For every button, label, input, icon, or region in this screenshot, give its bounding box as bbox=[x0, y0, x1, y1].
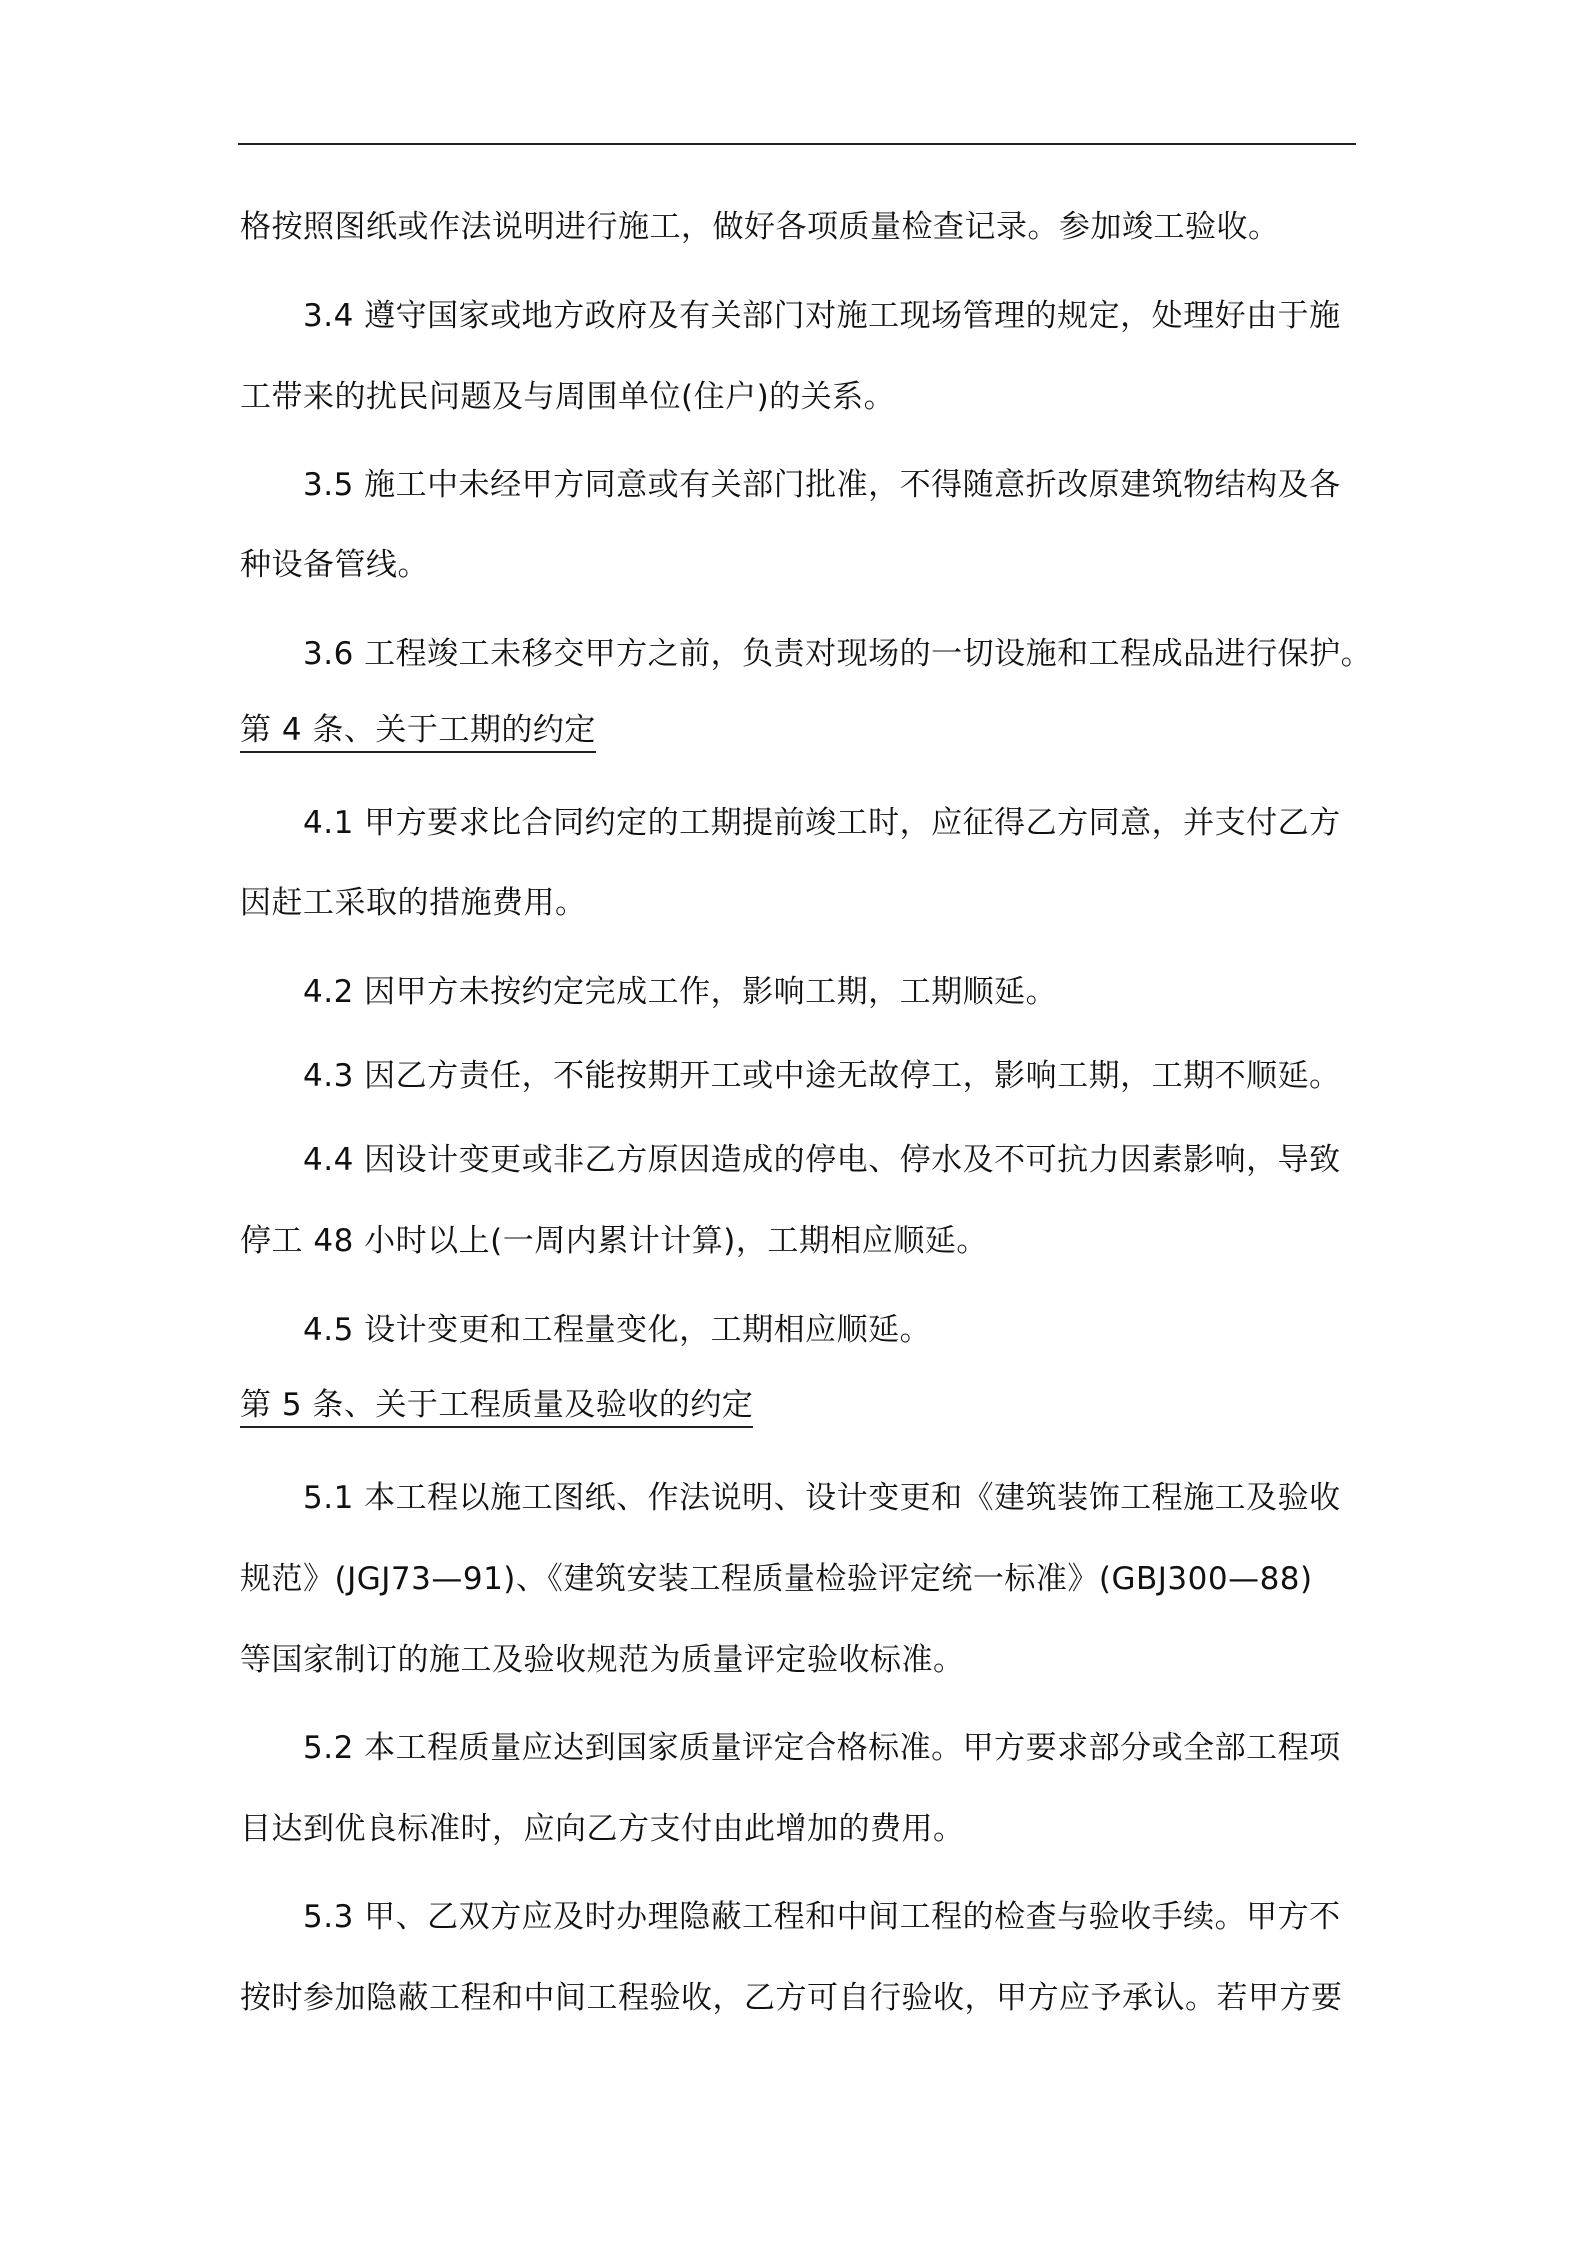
text-line: 种设备管线。 bbox=[240, 547, 429, 583]
text-line: 因赶工采取的措施费用。 bbox=[240, 885, 587, 921]
text-line: 按时参加隐蔽工程和中间工程验收，乙方可自行验收，甲方应予承认。若甲方要 bbox=[240, 1980, 1343, 2016]
clause-4-1-line: 4.1 甲方要求比合同约定的工期提前竣工时，应征得乙方同意，并支付乙方 bbox=[303, 805, 1341, 841]
text-line: 格按照图纸或作法说明进行施工，做好各项质量检查记录。参加竣工验收。 bbox=[240, 209, 1280, 245]
clause-5-3-line: 5.3 甲、乙双方应及时办理隐蔽工程和中间工程的检查与验收手续。甲方不 bbox=[303, 1899, 1341, 1935]
text-line: 停工 48 小时以上(一周内累计计算)，工期相应顺延。 bbox=[240, 1223, 988, 1259]
clause-4-4-line: 4.4 因设计变更或非乙方原因造成的停电、停水及不可抗力因素影响，导致 bbox=[303, 1142, 1341, 1178]
clause-3-6-line: 3.6 工程竣工未移交甲方之前，负责对现场的一切设施和工程成品进行保护。 bbox=[303, 636, 1373, 672]
section-5-heading bbox=[240, 1385, 753, 1428]
section-4-heading bbox=[240, 710, 596, 753]
clause-5-1-line: 5.1 本工程以施工图纸、作法说明、设计变更和《建筑装饰工程施工及验收 bbox=[303, 1480, 1341, 1516]
clause-3-4-line: 3.4 遵守国家或地方政府及有关部门对施工现场管理的规定，处理好由于施 bbox=[303, 298, 1341, 334]
clause-5-2-line: 5.2 本工程质量应达到国家质量评定合格标准。甲方要求部分或全部工程项 bbox=[303, 1730, 1341, 1766]
text-line: 目达到优良标准时，应向乙方支付由此增加的费用。 bbox=[240, 1811, 965, 1847]
text-line: 等国家制订的施工及验收规范为质量评定验收标准。 bbox=[240, 1642, 965, 1678]
text-line: 工带来的扰民问题及与周围单位(住户)的关系。 bbox=[240, 379, 896, 415]
clause-4-5-line: 4.5 设计变更和工程量变化，工期相应顺延。 bbox=[303, 1312, 932, 1348]
clause-3-5-line: 3.5 施工中未经甲方同意或有关部门批准，不得随意折改原建筑物结构及各 bbox=[303, 467, 1341, 503]
clause-4-3-line: 4.3 因乙方责任，不能按期开工或中途无故停工，影响工期，工期不顺延。 bbox=[303, 1058, 1341, 1094]
text-line: 规范》(JGJ73—91)、《建筑安装工程质量检验评定统一标准》(GBJ300—88) bbox=[240, 1561, 1313, 1597]
section-4-heading-text: 第 4 条、关于工期的约定 bbox=[240, 711, 596, 753]
header-rule bbox=[238, 143, 1356, 145]
section-5-heading-text: 第 5 条、关于工程质量及验收的约定 bbox=[240, 1386, 753, 1428]
clause-4-2-line: 4.2 因甲方未按约定完成工作，影响工期，工期顺延。 bbox=[303, 974, 1058, 1010]
